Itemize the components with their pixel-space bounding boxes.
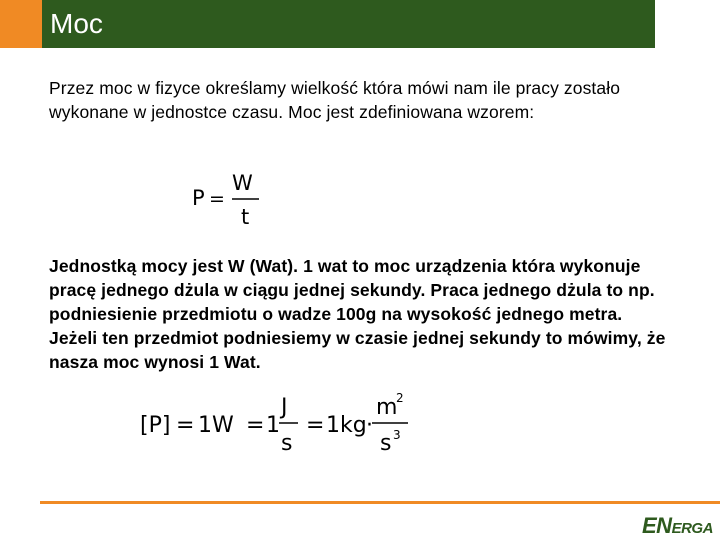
unit-formula-s2: s — [380, 431, 392, 456]
paragraph-definition: Przez moc w fizyce określamy wielkość która mówi nam ile pracy zostało wykonane w jednostce czasu. Moc jest zdefiniowana wzorem: — [49, 78, 621, 122]
footer-divider — [40, 501, 720, 504]
unit-formula — [140, 390, 440, 460]
unit-formula-s-exp: 3 — [393, 428, 401, 442]
unit-formula-j: J — [281, 395, 288, 420]
formula-numerator-w: W — [232, 171, 253, 195]
unit-formula-m-exp: 2 — [396, 391, 404, 405]
unit-formula-1w: 1W — [198, 413, 234, 438]
logo-en: EN — [642, 513, 672, 538]
power-formula — [192, 170, 282, 230]
unit-formula-lhs: [P] — [140, 413, 171, 438]
logo-rest: ERGA — [671, 520, 713, 537]
unit-formula-eq3: = — [306, 413, 325, 438]
formula-denominator-t: t — [241, 205, 250, 229]
slide-title: Moc — [50, 8, 103, 39]
unit-formula-dot: · — [366, 413, 373, 438]
unit-formula-s1: s — [281, 431, 293, 456]
unit-formula-eq1: = — [176, 413, 195, 438]
title-accent-block — [0, 0, 42, 48]
unit-formula-1kg: 1kg — [326, 413, 367, 438]
paragraph-unit: Jednostką mocy jest W (Wat). 1 wat to moc urządzenia która wykonuje pracę jednego dżula w ciągu jednej sekundy. Praca jednego dżula to np. podniesienie przedmiotu o wadze 100g na wysokość jednego metra. Jeżeli ten przedmiot podniesiemy w czasie jednej sekundy to mówimy, że nasza moc wynosi 1 Wat. — [49, 256, 666, 372]
formula-p: P — [192, 186, 205, 210]
unit-formula-eq2: = — [246, 413, 265, 438]
unit-formula-m: m — [376, 395, 398, 420]
title-bar — [42, 0, 655, 48]
unit-formula-one: 1 — [266, 413, 280, 438]
formula-equals: = — [209, 188, 225, 210]
energa-logo — [642, 513, 713, 539]
